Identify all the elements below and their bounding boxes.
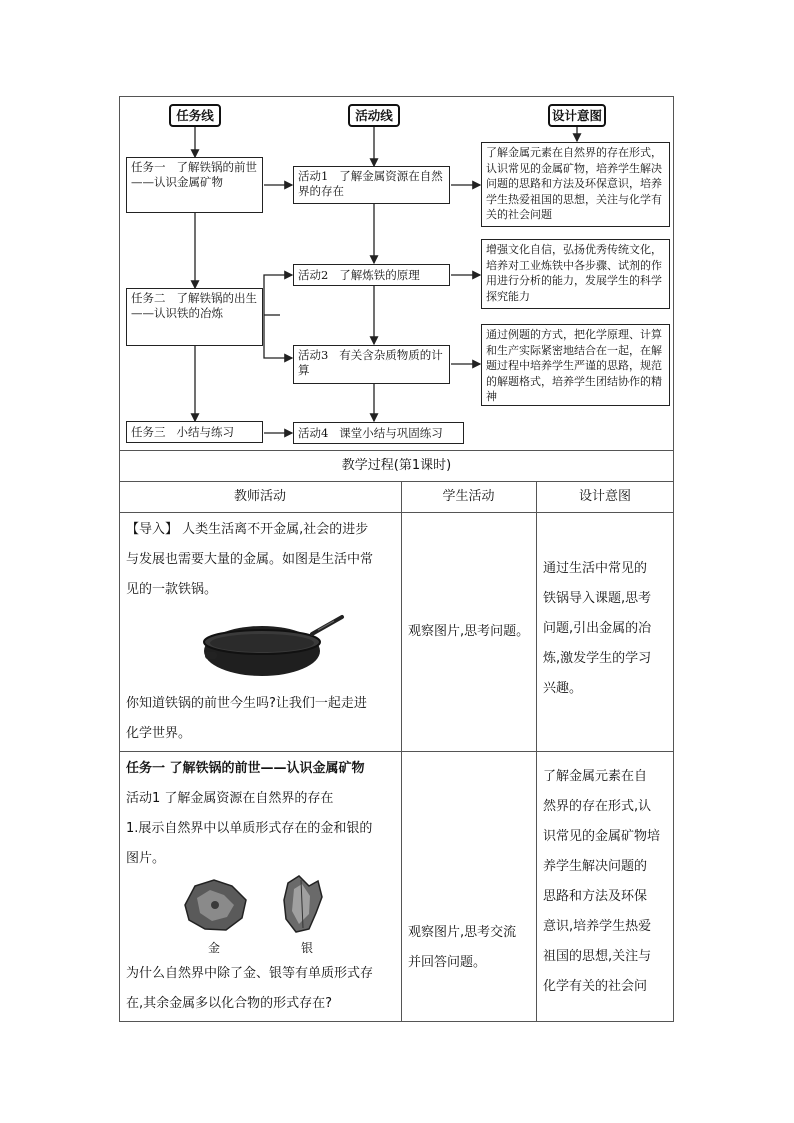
text-line: 与发展也需要大量的金属。如图是生活中常 [126, 552, 374, 567]
intent-box-3: 通过例题的方式，把化学原理、计算和生产实际紧密地结合在一起，在解题过程中培养学生严谨的思路，规范的解题格式，培养学生团结协作的精神 [481, 324, 670, 406]
task-box-2 [126, 288, 263, 346]
text-line: 识常见的金属矿物培 [543, 829, 661, 844]
text-line: 养学生解决问题的 [543, 859, 648, 874]
text-line: 【导入】 人类生活离不开金属,社会的进步 [126, 522, 369, 537]
column-header-intent: 设计意图 [578, 489, 631, 504]
table-rule [119, 751, 674, 752]
activity-box-2 [293, 264, 450, 286]
activity-box-4 [293, 422, 464, 444]
text-line: 了解金属元素在自 [543, 769, 648, 784]
task-line-header: 任务线 [169, 104, 221, 127]
row2-student [408, 918, 536, 978]
gold-label: 金 [208, 941, 221, 955]
text-line: 铁锅导入课题,思考 [543, 591, 652, 606]
task-text: 小结与练习 [176, 425, 234, 439]
task-label: 任务三 [131, 425, 166, 439]
text-line: 然界的存在形式,认 [543, 799, 652, 814]
task-text: 了解铁锅的前世——认识金属矿物 [131, 160, 257, 189]
flow-connectors [0, 0, 794, 460]
row1-teacher-text [126, 515, 398, 605]
table-title: 教学过程(第1课时) [341, 458, 452, 473]
silver-label: 银 [301, 941, 314, 955]
activity-box-3 [293, 345, 450, 384]
activity-text: 了解金属资源在自然界的存在 [298, 169, 443, 198]
activity-label: 活动2 [298, 268, 329, 282]
row1-intent [543, 554, 671, 704]
task-label: 任务一 [131, 160, 166, 174]
column-header-teacher: 教师活动 [233, 489, 286, 504]
text-line: 问题,引出金属的冶 [543, 621, 652, 636]
row2-teacher-after [126, 959, 398, 1019]
text-line: 化学有关的社会问 [543, 979, 648, 994]
text-line: 意识,培养学生热爱 [543, 919, 652, 934]
activity-label: 活动3 [298, 348, 329, 362]
text-line: 见的一款铁锅。 [126, 582, 218, 597]
activity-box-1 [293, 166, 450, 204]
text-line: 炼,激发学生的学习 [543, 651, 652, 666]
text-line: 图片。 [126, 851, 166, 866]
activity-text: 课堂小结与巩固练习 [339, 426, 443, 440]
activity-line-header: 活动线 [348, 104, 400, 127]
row1-teacher-after [126, 689, 398, 749]
row2-teacher-text [126, 754, 398, 874]
text-line: 你知道铁锅的前世今生吗?让我们一起走进 [126, 696, 367, 711]
text-line: 并回答问题。 [408, 955, 487, 970]
text-line: 祖国的思想,关注与 [543, 949, 652, 964]
row2-intent [543, 762, 671, 1002]
text-line: 思路和方法及环保 [543, 889, 648, 904]
column-header-student: 学生活动 [442, 489, 495, 504]
activity-label: 活动4 [298, 426, 329, 440]
activity-text: 有关含杂质物质的计算 [298, 348, 443, 377]
text-line: 化学世界。 [126, 726, 192, 741]
activity-heading: 活动1 了解金属资源在自然界的存在 [126, 791, 334, 806]
text-line: 1.展示自然界中以单质形式存在的金和银的 [126, 821, 373, 836]
activity-text: 了解炼铁的原理 [339, 268, 420, 282]
task-text: 了解铁锅的出生——认识铁的冶炼 [131, 291, 257, 320]
text-line: 观察图片,思考交流 [408, 925, 517, 940]
table-rule [119, 512, 674, 513]
text-line: 为什么自然界中除了金、银等有单质形式存 [126, 966, 374, 981]
task-box-1 [126, 157, 263, 213]
intent-box-2: 增强文化自信，弘扬优秀传统文化，培养对工业炼铁中各步骤、试剂的作用进行分析的能力，发展学生的科学探究能力 [481, 239, 670, 309]
activity-label: 活动1 [298, 169, 329, 183]
task-heading: 任务一 了解铁锅的前世——认识金属矿物 [126, 761, 365, 776]
text-line: 通过生活中常见的 [543, 561, 648, 576]
task-box-3 [126, 421, 263, 443]
design-intent-header: 设计意图 [548, 104, 606, 127]
text-line: 兴趣。 [543, 681, 583, 696]
intent-box-1: 了解金属元素在自然界的存在形式，认识常见的金属矿物，培养学生解决问题的思路和方法及环保意识，培养学生热爱祖国的思想，关注与化学有关的社会问题 [481, 142, 670, 227]
task-label: 任务二 [131, 291, 166, 305]
text-line: 在,其余金属多以化合物的形式存在? [126, 996, 333, 1011]
row1-student: 观察图片,思考问题。 [408, 624, 530, 639]
